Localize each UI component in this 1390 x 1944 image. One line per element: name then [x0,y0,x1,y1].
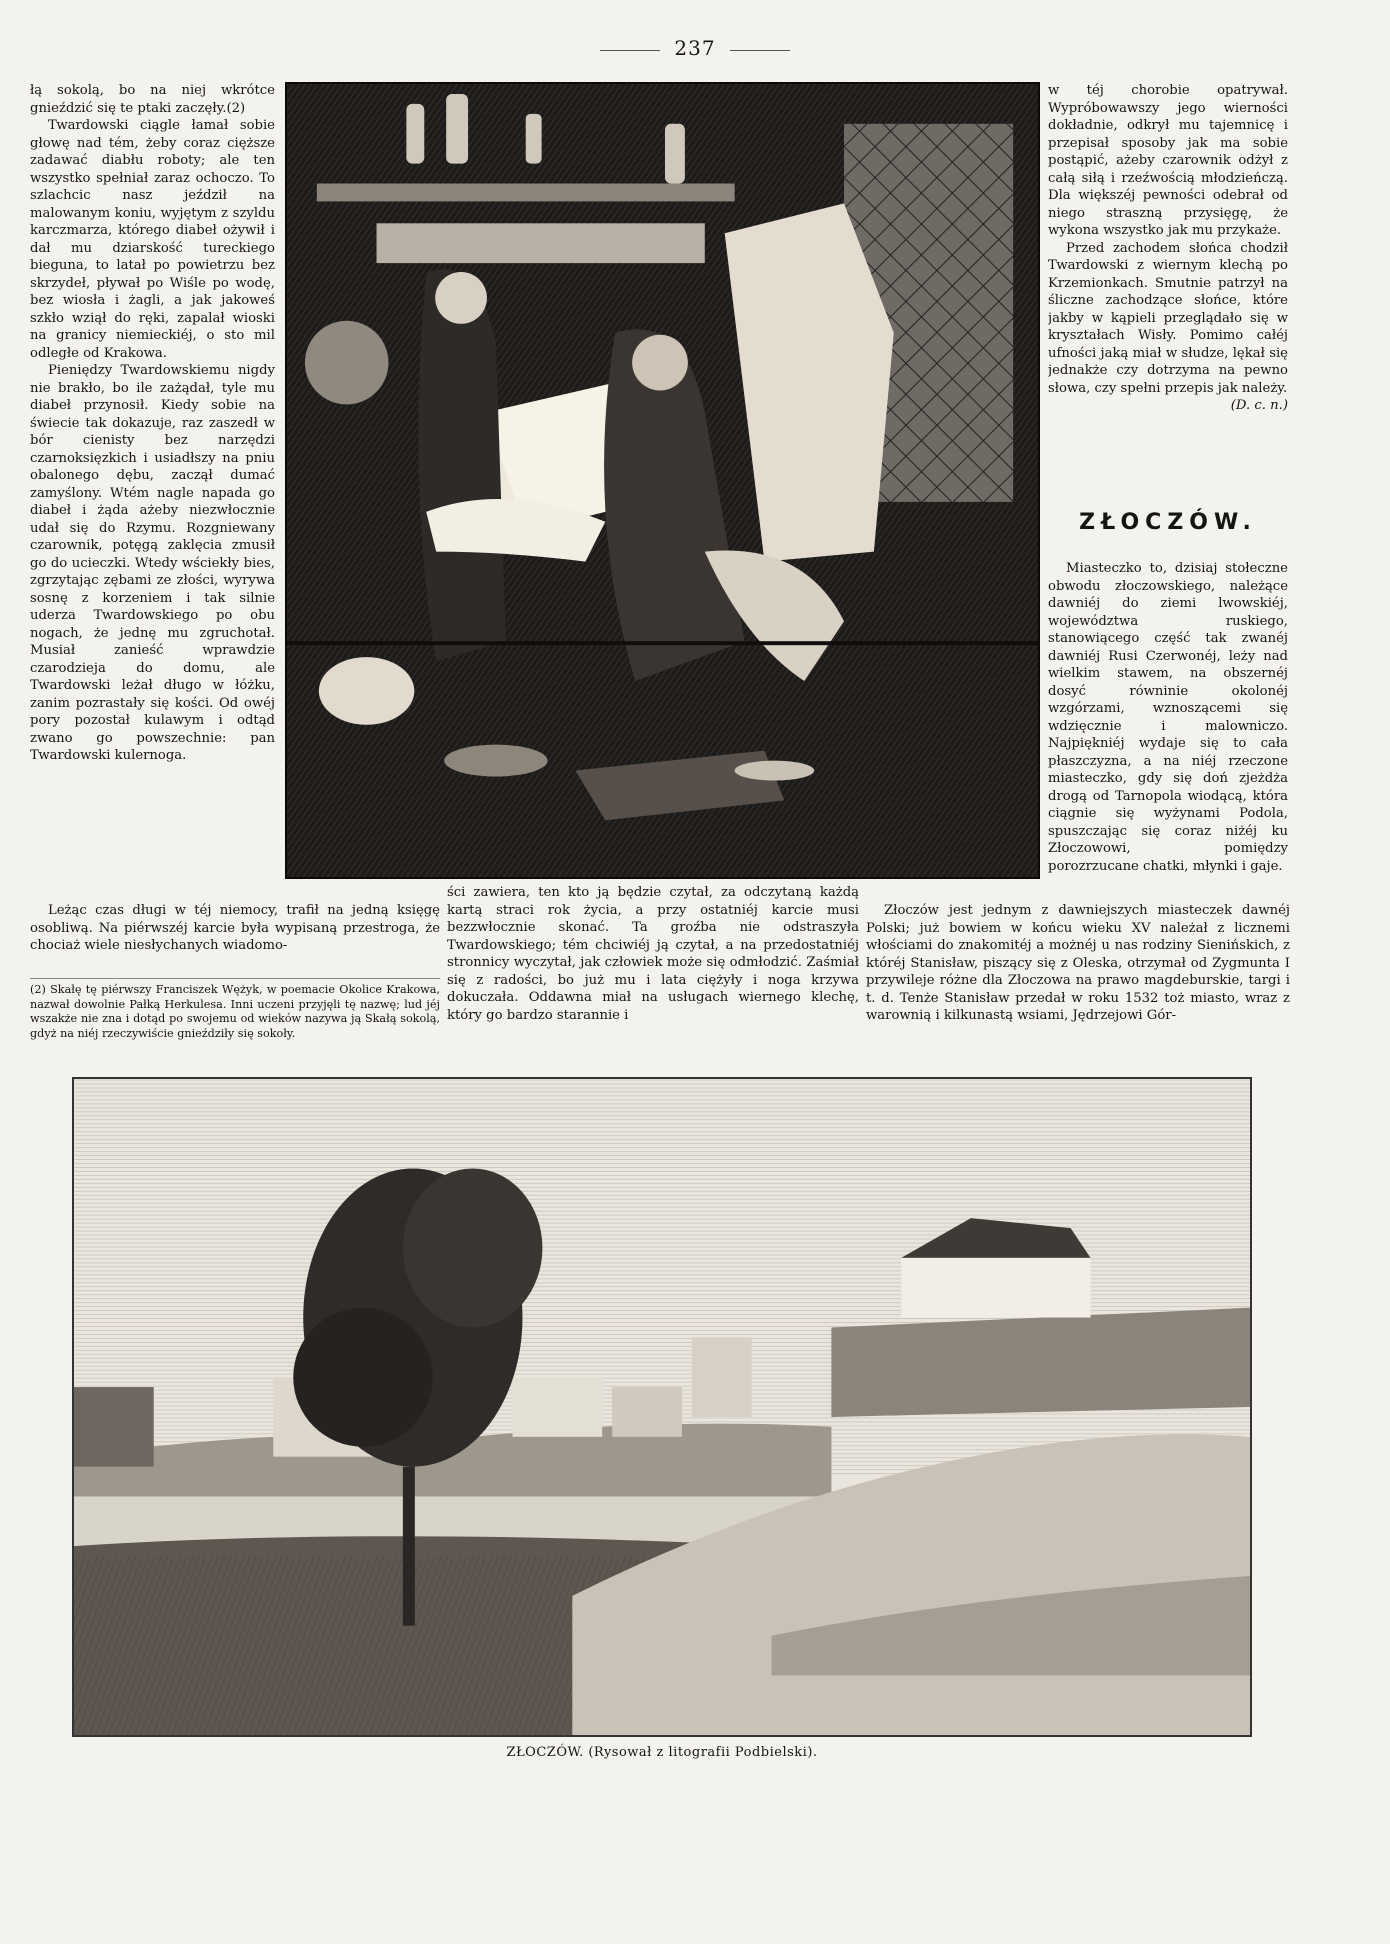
right-paragraph-2: Przed zachodem słońca chodził Twardowski z wiernym klechą po Krzemionkach. Smutnie patrzył na śliczne zachodzące słońce, które jakby w kąpieli przeglądało się w kryształach Wisły. Pomimo całéj ufności jaką miał w słudze, lękał się jednakże czy dotrzyma na pewno słowa, czy spełni przepis jak należy. [1048,240,1288,396]
section-heading: ZŁOCZÓW. [1079,510,1257,535]
left-paragraph-3: Pieniędzy Twardowskiemu nigdy nie brakło, bo ile zażądał, tyle mu diabeł przynosił. Kiedy sobie na świecie tak dokazuje, raz zaszedł w bór cienisty bez narzędzi czarnoksięzkich i usiadłszy na pniu obalonego dębu, zaczął dumać zamyślony. Wtém nagle napada go diabeł i żąda ażeby niezwłocznie udał się do Rzymu. Rozgniewany czarownik, potęgą zaklęcia zmusił go do ucieczki. Wtedy wściekły bies, zgrzytając zębami ze złości, wyrywa sosnę z korzeniem i tak silnie uderza Twardowskiego po obu nogach, że jednę mu zgruchotał. Musiał zanieść wprawdzie czarodzieja do domu, ale Twardowski leżał długo w łóżku, zanim pozrastały się kości. Od owéj pory pozostał kulawym i odtąd zwano go powszechnie: pan Twardowski kulernoga. [30,363,275,763]
lower-column-right [866,902,1290,1050]
left-paragraph-2: Twardowski ciągle łamał sobie głowę nad tém, żeby coraz cięższe zadawać diabłu roboty; ale ten wszystko spełniał zaraz ochoczo. To szlachcic nasz jeździł na malowanym koniu, wyjętym z szyldu karczmarza, którego diabeł ożywił i dał mu dziarskość tureckiego bieguna, to latał po powietrzu bez skrzydeł, pływał po Wiśle po wodę, bez wiosła i żagli, a jak jakoweś szkło wziął do ręki, zapalał wioski na granicy niemieckiéj, o sto mil odległe od Krakowa. [30,118,275,361]
zloczow-landscape-engraving [72,1077,1252,1737]
zloczow-landscape-art [74,1079,1250,1735]
twardowski-engraving-art [287,84,1038,877]
lower-paragraph-c: Złoczów jest jednym z dawniejszych miasteczek dawnéj Polski; już bowiem w końcu wieku XV należał z licznemi włościami do znakomitéj a możnéj u nas rodziny Sienińskich, z któréj Stanisław, piszący się z Oleska, otrzymał od Zygmunta I przywileje różne dla Złoczowa na prawo magdeburskie, targi i t. d. Tenże Stanisław przedał w roku 1532 toż miasto, wraz z warownią i kilkunastą wsiami, Jędrzejowi Gór- [866,903,1290,1023]
figure-caption: ZŁOCZÓW. (Rysował z litografii Podbielski). [506,1745,818,1760]
section-paragraph-1: Miasteczko to, dzisiaj stołeczne obwodu złoczowskiego, należące dawniéj do ziemi lwowskiéj, województwa ruskiego, stanowiącego część tak zwanéj dawniéj Rusi Czerwonéj, leży nad wielkim stawem, na obszernéj dosyć równinie okolonéj wzgórzami, wznoszącemi się wdzięcznie i malowniczo. Najpiękniéj wydaje się to cała płaszczyzna, a na niéj rzeczone miasteczko, gdy się doń zjeżdża drogą od Tarnopola wiodącą, która ciągnie się wyżynami Podola, spuszczając się coraz niżéj ku Złoczowowi, pomiędzy porozrzucane chatki, młynki i gaje. [1048,561,1288,874]
lower-paragraph-a: Leżąc czas długi w téj niemocy, trafił na jedną księgę osobliwą. Na piérwszéj karcie była wypisaną przestroga, że chociaż wiele niesłychanych wiadomo- [30,903,440,953]
twardowski-engraving [285,82,1040,879]
article-attribution: (D. c. n.) [1230,398,1288,413]
lower-column-middle [447,884,859,1050]
footnote: (2) Skałę tę piérwszy Franciszek Wężyk, w poemacie Okolice Krakowa, nazwał dowolnie Pałką Herkulesa. Inni uczeni przyjęli tę nazwę; lud jéj wszakże nie zna i dotąd po swojemu od wieków nazywa ją Skałą sokolą, gdyż na niéj rzeczywiście gnieździły się sokoły. [30,978,440,1050]
left-paragraph-1: łą sokolą, bo na niej wkrótce gnieździć się te ptaki zaczęły.(2) [30,83,275,116]
right-paragraph-1: w téj chorobie opatrywał. Wypróbowawszy jego wierności dokładnie, odkrył mu tajemnicę i przepisał sposoby jak ma sobie postąpić, ażeby czarownik odżył z całą siłą i rzeźwością młodzieńczą. Dla większéj pewności odebrał od niego straszną przysięgę, że wykona wszystko jak mu przykaże. [1048,83,1288,238]
right-column [1048,82,1288,502]
left-column [30,82,275,902]
page-number: 237 [600,36,790,64]
lower-paragraph-b: ści zawiera, ten kto ją będzie czytał, za odczytaną każdą kartą straci rok życia, a przy ostatniéj karcie musi bezzwłocznie skonać. Ta groźba nie odstraszyła Twardowskiego; tém chciwiéj ją czytał, a na przedostatniéj stronnicy wyczytał, jak człowiek może się odmłodzić. Zaśmiał się z radości, bo już mu i lata ciężyły i noga krzywa dokuczała. Oddawna miał na usługach wiernego klechę, który go bardzo starannie i [447,885,859,1023]
lower-column-left [30,902,440,968]
section-column [1048,560,1288,902]
